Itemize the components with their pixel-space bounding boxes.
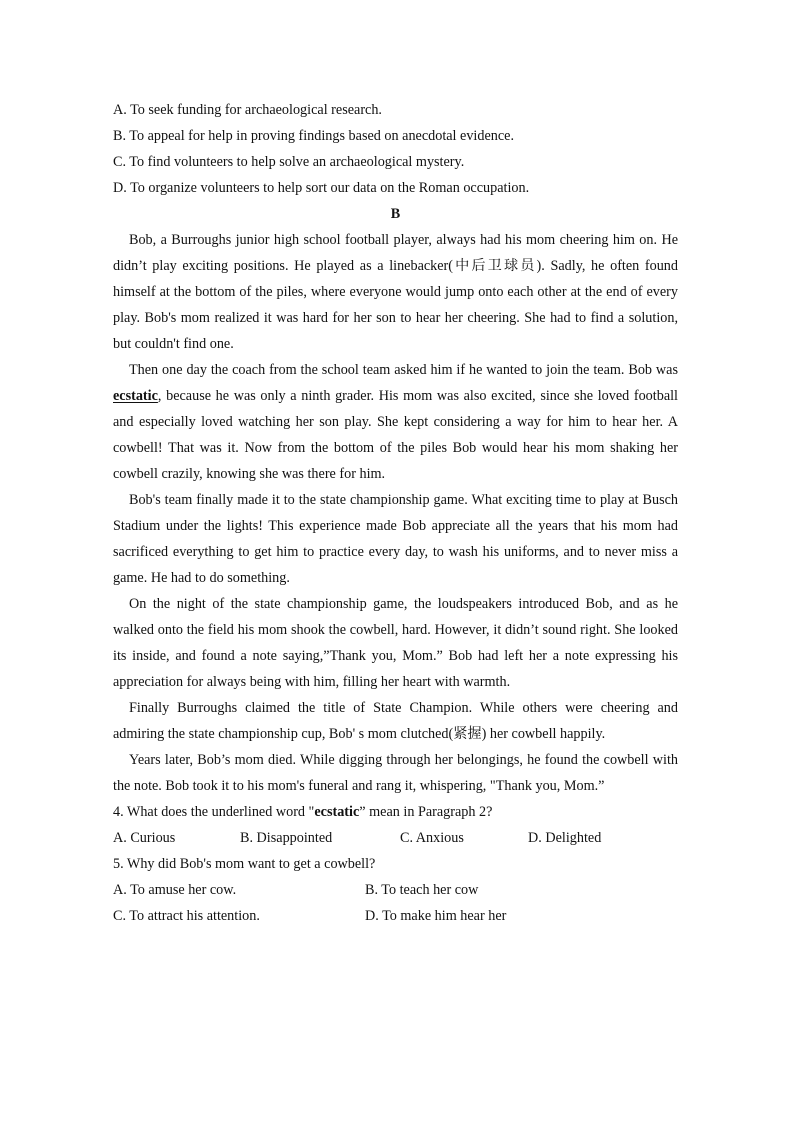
question-4-options bbox=[113, 825, 678, 851]
underlined-keyword: ecstatic bbox=[113, 388, 158, 404]
question-4-stem-end: ” mean in Paragraph 2? bbox=[359, 804, 493, 820]
q4-option-b: B. Disappointed bbox=[240, 830, 333, 846]
question-4 bbox=[113, 799, 678, 851]
option-d: D. To organize volunteers to help sort our data on the Roman occupation. bbox=[113, 180, 530, 196]
paragraph-5: Finally Burroughs claimed the title of State Champion. While others were cheering and admiring the state championship cup, Bob' s mom clutched(紧握) her cowbell happily. bbox=[113, 700, 678, 742]
previous-question-options bbox=[113, 97, 678, 201]
section-title: B bbox=[390, 206, 401, 222]
paragraph-3: Bob's team finally made it to the state championship game. What exciting time to play at Busch Stadium under the lights! This experience made Bob appreciate all the years that his mom had sacrificed everything to get him to practice every day, to wash his uniforms, and to never miss a game. He had to do something. bbox=[113, 492, 678, 586]
option-a: A. To seek funding for archaeological research. bbox=[113, 102, 382, 118]
paragraph-2 bbox=[113, 357, 678, 487]
paragraph-2-start: Then one day the coach from the school team asked him if he wanted to join the team. Bob was bbox=[129, 362, 678, 378]
question-5 bbox=[113, 851, 678, 929]
question-5-stem: 5. Why did Bob's mom want to get a cowbell? bbox=[113, 856, 376, 872]
q4-option-c: C. Anxious bbox=[400, 830, 464, 846]
q5-option-b: B. To teach her cow bbox=[365, 882, 479, 898]
option-c: C. To find volunteers to help solve an archaeological mystery. bbox=[113, 154, 465, 170]
q5-option-c: C. To attract his attention. bbox=[113, 908, 260, 924]
question-4-stem-start: 4. What does the underlined word " bbox=[113, 804, 315, 820]
q4-option-d: D. Delighted bbox=[528, 830, 602, 846]
exam-page bbox=[113, 97, 678, 929]
paragraph-1: Bob, a Burroughs junior high school football player, always had his mom cheering him on. He didn’t play exciting positions. He played as a linebacker(中后卫球员). Sadly, he often found himself at the bottom of the piles, where everyone would jump onto each other at the end of every play. Bob's mom realized it was hard for her son to hear her cheering. She had to find a solution, but couldn't find one. bbox=[113, 232, 678, 352]
paragraph-6: Years later, Bob’s mom died. While digging through her belongings, he found the cowbell with the note. Bob took it to his mom's funeral and rang it, whispering, "Thank you, Mom.” bbox=[113, 752, 678, 794]
q5-option-a: A. To amuse her cow. bbox=[113, 882, 237, 898]
q5-option-d: D. To make him hear her bbox=[365, 908, 507, 924]
question-4-keyword: ecstatic bbox=[314, 804, 360, 820]
q4-option-a: A. Curious bbox=[113, 830, 176, 846]
reading-passage bbox=[113, 227, 678, 799]
paragraph-2-rest: , because he was only a ninth grader. His mom was also excited, since she loved football and especially loved watching her son play. She kept considering a way for him to hear her. A cowbell! That was it. Now from the bottom of the piles Bob would hear his mom shaking her cowbell crazily, knowing she was there for him. bbox=[113, 388, 678, 482]
question-4-stem bbox=[113, 799, 678, 825]
paragraph-4: On the night of the state championship game, the loudspeakers introduced Bob, and as he walked onto the field his mom shook the cowbell, hard. However, it didn’t sound right. She looked its inside, and found a note saying,”Thank you, Mom.” Bob had left her a note expressing his appreciation for always being with him, filling her heart with warmth. bbox=[113, 596, 678, 690]
question-5-options-row-1 bbox=[113, 877, 678, 903]
question-5-options-row-2 bbox=[113, 903, 678, 929]
option-b: B. To appeal for help in proving findings based on anecdotal evidence. bbox=[113, 128, 515, 144]
